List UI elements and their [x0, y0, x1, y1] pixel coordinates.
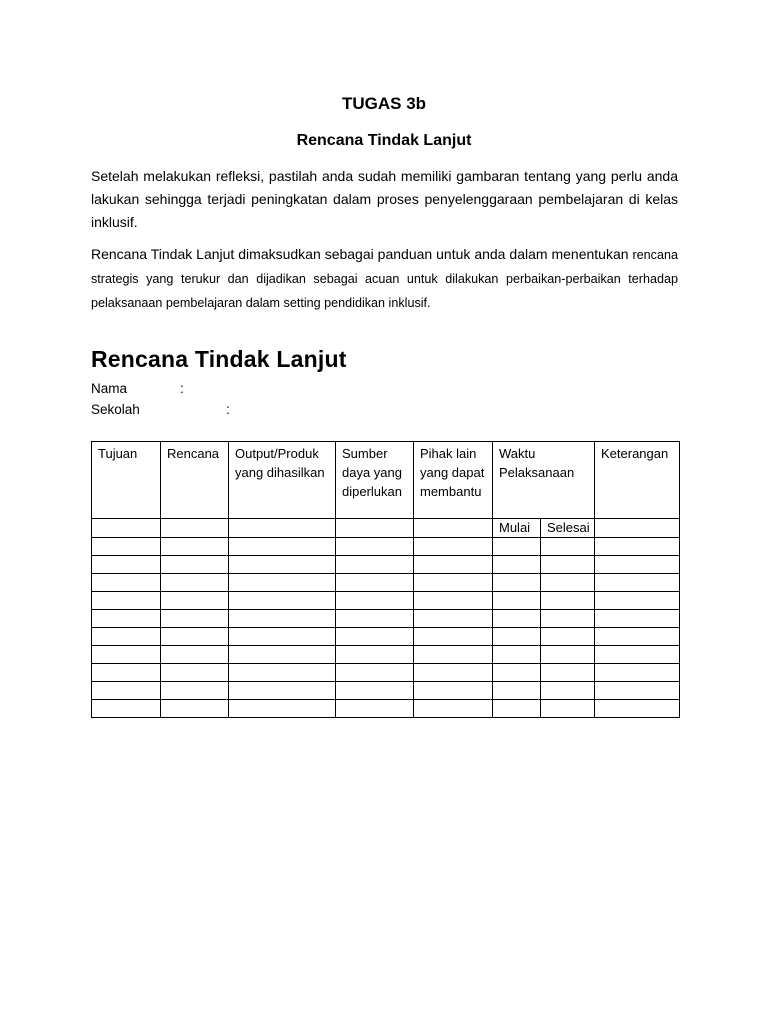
section-title: Rencana Tindak Lanjut — [296, 132, 472, 149]
column-header-sumber-daya — [336, 442, 414, 519]
table-cell[interactable] — [336, 646, 414, 664]
sekolah-colon: : — [226, 402, 230, 417]
table-cell[interactable] — [414, 519, 493, 538]
table-cell[interactable] — [336, 556, 414, 574]
table-row — [92, 592, 680, 610]
table-cell[interactable] — [493, 646, 541, 664]
table-cell[interactable] — [92, 700, 161, 718]
page-title: TUGAS 3b — [341, 94, 427, 113]
table-cell[interactable] — [229, 519, 336, 538]
subcolumn-label: Selesai — [547, 520, 590, 535]
column-header-pihak-lain — [414, 442, 493, 519]
table-cell[interactable] — [595, 628, 680, 646]
table-cell[interactable] — [595, 700, 680, 718]
column-header-tujuan — [92, 442, 161, 519]
table-cell[interactable] — [92, 664, 161, 682]
table-cell[interactable] — [229, 610, 336, 628]
table-cell[interactable] — [595, 664, 680, 682]
table-cell[interactable] — [92, 556, 161, 574]
table-cell[interactable] — [336, 574, 414, 592]
column-header-waktu — [493, 442, 595, 519]
subcolumn-header-selesai — [541, 519, 595, 538]
table-cell[interactable] — [336, 519, 414, 538]
table-cell[interactable] — [541, 556, 595, 574]
table-cell[interactable] — [229, 538, 336, 556]
sekolah-label: Sekolah — [91, 402, 140, 417]
table-cell[interactable] — [161, 538, 229, 556]
table-cell[interactable] — [414, 646, 493, 664]
table-cell[interactable] — [336, 682, 414, 700]
table-cell[interactable] — [541, 538, 595, 556]
column-header-label: Sumber daya yang diperlukan — [342, 446, 402, 499]
table-row — [92, 574, 680, 592]
table-row — [92, 682, 680, 700]
table-cell[interactable] — [229, 664, 336, 682]
table-cell[interactable] — [336, 700, 414, 718]
table-cell[interactable] — [161, 664, 229, 682]
table-cell[interactable] — [414, 664, 493, 682]
table-cell[interactable] — [595, 682, 680, 700]
form-title: Rencana Tindak Lanjut — [91, 346, 347, 372]
table-cell[interactable] — [229, 574, 336, 592]
table-cell[interactable] — [161, 519, 229, 538]
intro-paragraph-1: Setelah melakukan refleksi, pastilah anda sudah memiliki gambaran tentang yang perlu anda lakukan sehingga terjadi peningkatan dalam proses penyelenggaraan pembelajaran di kelas inklusif. — [91, 168, 678, 230]
table-cell[interactable] — [161, 610, 229, 628]
table-cell[interactable] — [541, 682, 595, 700]
nama-label: Nama — [91, 381, 128, 396]
table-cell[interactable] — [595, 519, 680, 538]
column-header-label: Pihak lain yang dapat membantu — [420, 446, 485, 499]
table-cell[interactable] — [92, 574, 161, 592]
table-row — [92, 646, 680, 664]
column-header-label: Rencana — [167, 446, 220, 461]
table-row — [92, 556, 680, 574]
table-cell[interactable] — [229, 682, 336, 700]
table-cell[interactable] — [541, 574, 595, 592]
table-cell[interactable] — [541, 664, 595, 682]
table-cell[interactable] — [414, 682, 493, 700]
table-cell[interactable] — [595, 646, 680, 664]
table-cell[interactable] — [229, 646, 336, 664]
table-header-row — [92, 442, 680, 519]
table-cell[interactable] — [229, 592, 336, 610]
table-cell[interactable] — [336, 610, 414, 628]
subcolumn-label: Mulai — [499, 520, 531, 535]
table-cell[interactable] — [493, 592, 541, 610]
table-row — [92, 610, 680, 628]
table-cell[interactable] — [92, 682, 161, 700]
table-cell[interactable] — [414, 610, 493, 628]
plan-table — [91, 441, 680, 718]
table-cell[interactable] — [336, 628, 414, 646]
table-cell[interactable] — [161, 700, 229, 718]
table-cell[interactable] — [493, 682, 541, 700]
column-header-label: Output/Produk yang dihasilkan — [235, 446, 325, 480]
table-row — [92, 664, 680, 682]
column-header-label: Waktu Pelaksanaan — [499, 446, 575, 480]
table-cell[interactable] — [161, 646, 229, 664]
table-cell[interactable] — [595, 610, 680, 628]
table-cell[interactable] — [493, 700, 541, 718]
table-cell[interactable] — [414, 538, 493, 556]
table-row — [92, 538, 680, 556]
table-cell[interactable] — [414, 592, 493, 610]
table-cell[interactable] — [414, 556, 493, 574]
table-cell[interactable] — [493, 556, 541, 574]
table-cell[interactable] — [161, 592, 229, 610]
table-cell[interactable] — [336, 592, 414, 610]
column-header-keterangan — [595, 442, 680, 519]
table-cell[interactable] — [595, 592, 680, 610]
table-cell[interactable] — [92, 538, 161, 556]
table-cell[interactable] — [493, 538, 541, 556]
table-cell[interactable] — [229, 556, 336, 574]
table-cell[interactable] — [92, 628, 161, 646]
table-cell[interactable] — [595, 538, 680, 556]
table-cell[interactable] — [161, 556, 229, 574]
table-cell[interactable] — [92, 610, 161, 628]
column-header-label: Tujuan — [98, 446, 138, 461]
intro-paragraph-2-lead: Rencana Tindak Lanjut dimaksudkan sebagai panduan untuk anda dalam menentukan — [91, 246, 629, 262]
table-cell[interactable] — [229, 700, 336, 718]
table-cell[interactable] — [336, 538, 414, 556]
table-cell[interactable] — [161, 628, 229, 646]
table-cell[interactable] — [414, 574, 493, 592]
table-subheader-row — [92, 519, 680, 538]
table-cell[interactable] — [493, 574, 541, 592]
table-body — [92, 538, 680, 718]
subcolumn-header-mulai — [493, 519, 541, 538]
table-cell[interactable] — [92, 519, 161, 538]
table-cell[interactable] — [336, 664, 414, 682]
table-cell[interactable] — [595, 556, 680, 574]
table-cell[interactable] — [541, 610, 595, 628]
table-row — [92, 700, 680, 718]
table-cell[interactable] — [493, 610, 541, 628]
table-cell[interactable] — [161, 682, 229, 700]
column-header-rencana — [161, 442, 229, 519]
table-cell[interactable] — [541, 700, 595, 718]
table-cell[interactable] — [161, 574, 229, 592]
table-cell[interactable] — [92, 592, 161, 610]
table-cell[interactable] — [92, 646, 161, 664]
table-cell[interactable] — [541, 592, 595, 610]
column-header-output — [229, 442, 336, 519]
column-header-label: Keterangan — [601, 446, 669, 461]
table-cell[interactable] — [414, 628, 493, 646]
table-cell[interactable] — [229, 628, 336, 646]
intro-paragraph-2-body: rencana strategis yang terukur dan dijadikan sebagai acuan untuk dilakukan perbaikan-perbaikan terhadap pelaksanaan pembelajaran dalam setting pendidikan inklusif. — [91, 248, 678, 310]
table-cell[interactable] — [541, 628, 595, 646]
table-cell[interactable] — [595, 574, 680, 592]
table-cell[interactable] — [493, 664, 541, 682]
intro-paragraph-2 — [91, 243, 678, 315]
table-cell[interactable] — [541, 646, 595, 664]
nama-colon: : — [180, 381, 184, 396]
table-cell[interactable] — [493, 628, 541, 646]
table-cell[interactable] — [414, 700, 493, 718]
table-row — [92, 628, 680, 646]
